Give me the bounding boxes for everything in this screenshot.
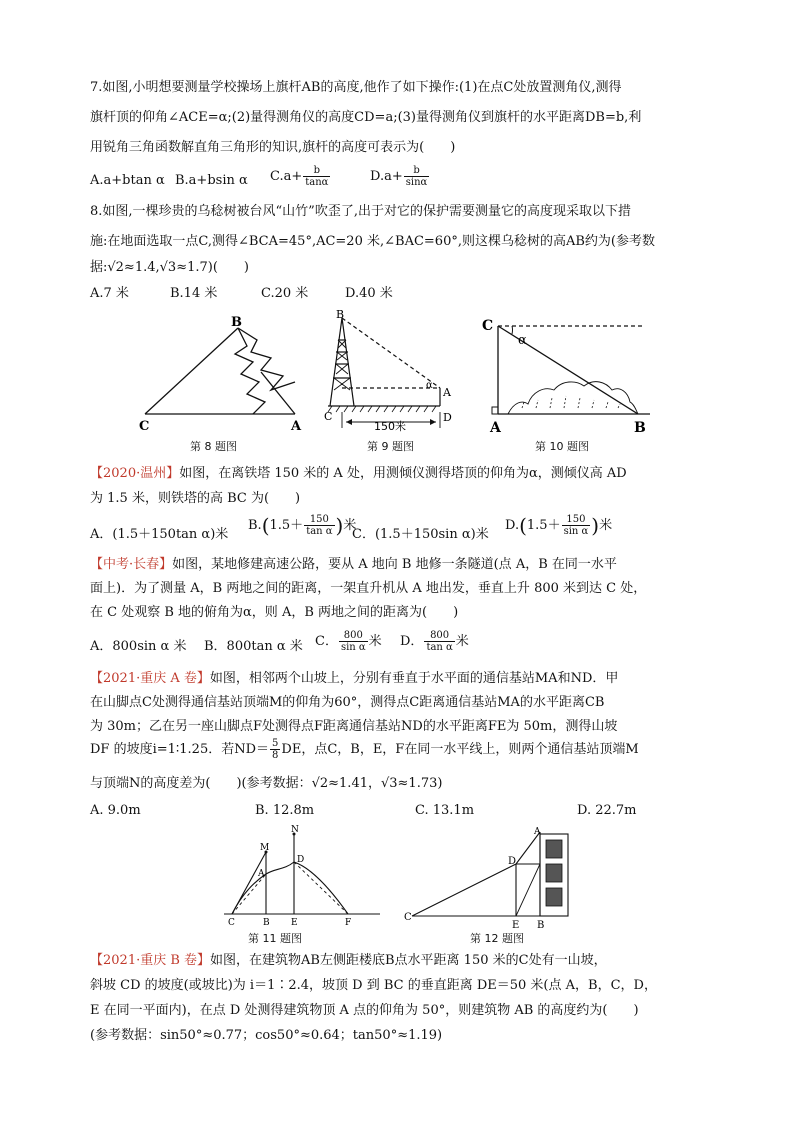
q7-line3: 用锐角三角函数解直角三角形的知识,旗杆的高度可表示为( ) [90, 140, 456, 155]
fig8-label-c: C [139, 419, 150, 434]
fig8-label-a: A [291, 419, 302, 434]
fig9-label-a: A [443, 386, 451, 399]
q10-option-c: C． $\frac{800}{\text{sin α}}$ 米 [315, 630, 382, 653]
q12-source-tag: 【2021·重庆 B 卷】 [90, 953, 211, 968]
q9-option-a: A．(1.5＋150tan α)米 [90, 527, 229, 542]
q9-option-b: B.(1.5＋ $\frac{150}{\text{tan α}}$ )米 [248, 513, 357, 538]
fig8-side-ab [261, 372, 295, 414]
fig11-label-f: F [345, 918, 352, 928]
q9-source-tag: 【2020·温州】 [90, 466, 180, 481]
q11-line3: 为 30m；乙在另一座山脚点F处测得点F距离通信基站ND的水平距离FE为 50m，测得山坡 [90, 719, 618, 734]
fig10-label-a: A [490, 420, 501, 436]
fig12-caption: 第 12 题图 [470, 932, 524, 945]
q11-option-a: A. 9.0m [90, 803, 141, 818]
fig10-label-alpha: α [518, 333, 527, 348]
fig8-tree-left [235, 328, 265, 414]
figure-11 [220, 822, 385, 932]
fig9-label-distance: 150米 [374, 420, 406, 433]
q10-line1: 【中考·长春】如图，某地修建高速公路，要从 A 地向 B 地修一条隧道(点 A，B 在同一水平 [90, 557, 617, 572]
fig11-label-d: D [297, 855, 305, 865]
q12-line1: 【2021·重庆 B 卷】如图，在建筑物AB左侧距楼底B点水平距离 150 米的C处有一山坡， [90, 953, 607, 968]
fig12-label-a: A [534, 827, 541, 837]
q9-option-c: C．(1.5＋150sin α)米 [352, 527, 489, 542]
fig12-label-c: C [404, 912, 412, 923]
q8-line1: 8.如图,一棵珍贵的乌稔树被台风“山竹”吹歪了,出于对它的保护需要测量它的高度现采取以下措 [90, 204, 631, 219]
q8-option-a: A.7 米 [90, 286, 129, 301]
q7-option-b: B.a+bsin α [175, 173, 248, 188]
fig11-caption: 第 11 题图 [248, 932, 302, 945]
fig9-label-alpha: α [426, 380, 433, 391]
q11-line2: 在山脚点C处测得通信基站顶端M的仰角为60°，测得点C距离通信基站MA的水平距离CB [90, 695, 605, 710]
fig9-caption: 第 9 题图 [367, 440, 414, 453]
q11-line1: 【2021·重庆 A 卷】如图，相邻两个山坡上，分别有垂直于水平面的通信基站MA和ND．甲 [90, 671, 619, 686]
fig11-hill [232, 862, 348, 914]
q12-line2: 斜坡 CD 的坡度(或坡比)为 i＝1∶2.4，坡顶 D 到 BC 的垂直距离 DE＝50 米(点 A，B，C，D， [90, 978, 657, 993]
fig11-label-c: C [228, 918, 235, 928]
figure-10 [478, 316, 658, 436]
q8-line2: 施:在地面选取一点C,测得∠BCA=45°,AC=20 米,∠BAC=60°,则这棵乌稔树的高AB约为(参考数 [90, 234, 655, 249]
fig9-label-c: C [324, 410, 333, 423]
fig12-slope-cd [412, 864, 516, 916]
fig12-label-b: B [537, 920, 545, 931]
q11-source-tag: 【2021·重庆 A 卷】 [90, 671, 210, 686]
fig9-tower-right [342, 318, 354, 406]
q7-option-a: A.a+btan α [90, 173, 165, 188]
q7-option-d: D.a+ $\frac{b}{\sin\alpha}$ [370, 165, 428, 188]
q9-line1: 【2020·温州】如图，在离铁塔 150 米的 A 处，用测倾仪测得塔顶的仰角为α，测倾仪高 AD [90, 466, 627, 481]
fig11-label-m: M [260, 843, 270, 853]
q10-option-a: A．800sin α 米 [90, 639, 187, 654]
fig8-label-b: B [231, 315, 242, 330]
q8-option-c: C.20 米 [261, 286, 309, 301]
fig9-label-b: B [336, 308, 345, 321]
fig11-label-e: E [291, 918, 298, 928]
fig11-label-b: B [263, 918, 270, 928]
fig9-tower-left [330, 318, 342, 406]
fig10-label-c: C [482, 318, 494, 334]
q10-option-d: D． $\frac{800}{\text{tan α}}$ 米 [400, 630, 469, 653]
q10-line3: 在 C 处观察 B 地的俯角为α，则 A，B 两地之间的距离为( ) [90, 605, 459, 620]
figure-9 [322, 308, 472, 438]
q10-line2: 面上)．为了测量 A，B 两地之间的距离，一架直升机从 A 地出发，垂直上升 800 米到达 C 处， [90, 581, 647, 596]
q11-line5: 与顶端N的高度差为( )(参考数据：√2≈1.41，√3≈1.73) [90, 776, 443, 791]
fig8-caption: 第 8 题图 [190, 440, 237, 453]
q11-option-b: B. 12.8m [255, 803, 315, 818]
q8-option-d: D.40 米 [345, 286, 393, 301]
q12-line3: E 在同一平面内)，在点 D 处测得建筑物顶 A 点的仰角为 50°，则建筑物 AB 的高度约为( ) [90, 1003, 639, 1018]
fig9-label-d: D [443, 411, 452, 424]
q12-line4: (参考数据：sin50°≈0.77；cos50°≈0.64；tan50°≈1.19) [90, 1028, 443, 1043]
q8-option-b: B.14 米 [170, 286, 218, 301]
q11-line4: DF 的坡度i=1∶1.25．若ND＝ $\frac{5}{8}$ DE，点C，B，E，F在同一水平线上，则两个通信基站顶端M [90, 738, 639, 761]
fig12-label-e: E [512, 920, 520, 931]
fig12-diagonal [516, 864, 540, 916]
figure-12 [400, 824, 590, 934]
q11-option-d: D. 22.7m [577, 803, 637, 818]
figure-8 [135, 310, 315, 450]
fig11-label-a: A [258, 869, 265, 879]
q9-line2: 为 1.5 米，则铁塔的高 BC 为( ) [90, 491, 301, 506]
fig11-label-n: N [291, 825, 299, 835]
fig10-label-b: B [634, 420, 646, 436]
fig10-mountain [508, 382, 638, 414]
q7-option-c: C.a+ $\frac{b}{\tan\alpha}$ [270, 165, 329, 188]
q11-option-c: C. 13.1m [415, 803, 475, 818]
q9-option-d: D.(1.5＋ $\frac{150}{\text{sin α}}$ )米 [505, 513, 613, 538]
q7-line2: 旗杆顶的仰角∠ACE=α;(2)量得测角仪的高度CD=a;(3)量得测角仪到旗杆的水平距离DB=b,利 [90, 110, 642, 125]
fig10-caption: 第 10 题图 [535, 440, 589, 453]
fig8-side-cb [145, 328, 238, 414]
q10-source-tag: 【中考·长春】 [90, 557, 173, 572]
q7-line1: 7.如图,小明想要测量学校操场上旗杆AB的高度,他作了如下操作:(1)在点C处放置测角仪,测得 [90, 80, 622, 95]
fig9-sight-line [342, 318, 440, 388]
q8-line3: 据:√2≈1.4,√3≈1.7)( ) [90, 260, 249, 275]
q10-option-b: B．800tan α 米 [204, 639, 303, 654]
fig12-label-d: D [508, 856, 517, 867]
